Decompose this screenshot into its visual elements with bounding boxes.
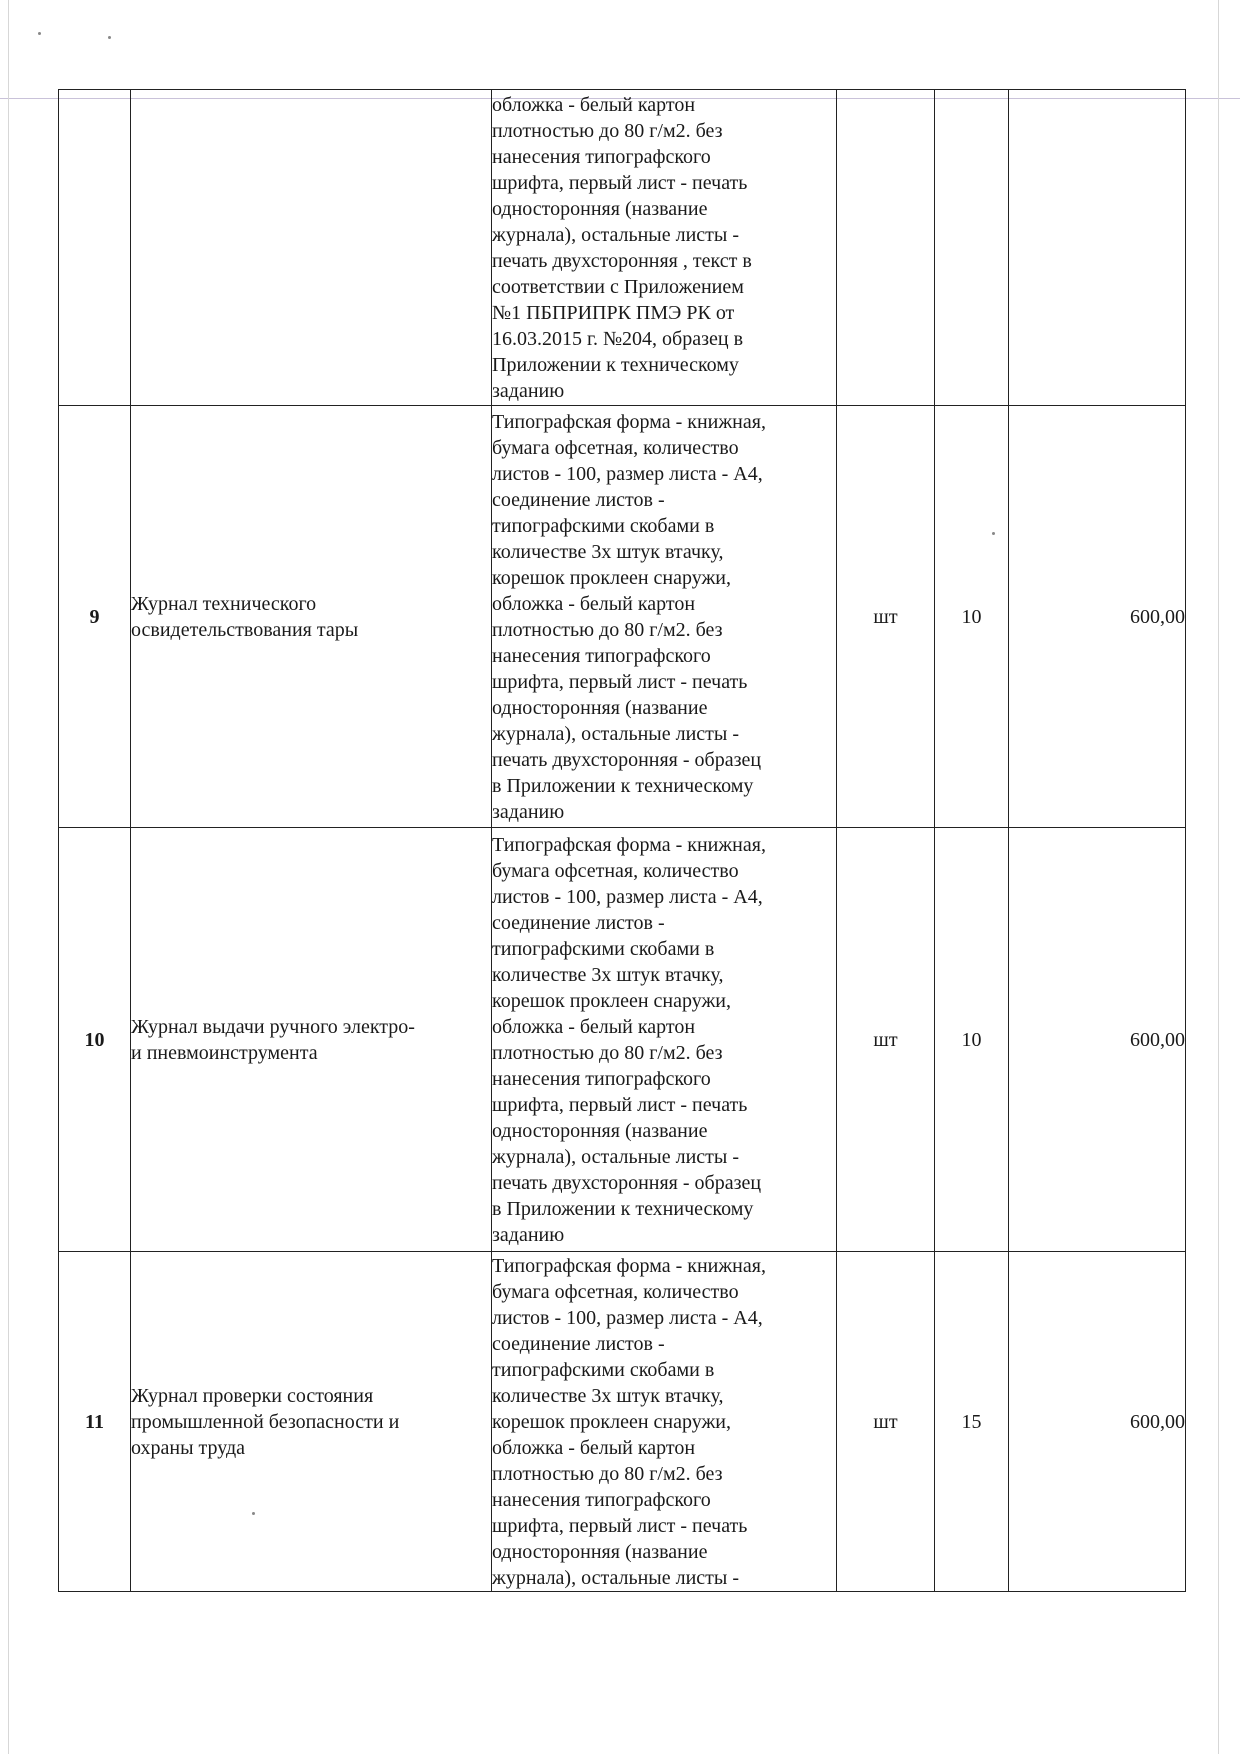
scan-speck [108,36,111,39]
scan-edge-line [1218,0,1219,1754]
row-unit-cell [837,90,935,406]
row-name-text: Журнал технического освидетельствования тары [131,592,359,641]
row-price-cell [1009,90,1186,406]
row-description-cell: обложка - белый картон плотностью до 80 г/м2. без нанесения типографского шрифта, первый лист - печать односторонняя (название журнала), остальные листы - печать двухсторонняя , текст в соответствии с Приложением №1 ПБПРИПРК ПМЭ РК от 16.03.2015 г. №204, образец в Приложении к техническому заданию [492,90,837,406]
row-name-text: Журнал проверки состояния промышленной безопасности и охраны труда [131,1384,400,1459]
row-number-cell: 11 [59,1252,131,1592]
row-number-cell: 10 [59,828,131,1252]
scan-speck [38,32,41,35]
row-number-cell [59,90,131,406]
specification-table [58,89,1186,1592]
table-row [59,828,1186,1252]
scan-edge-line [8,0,9,1754]
row-name-cell [131,406,492,828]
row-name-text: Журнал выдачи ручного электро- и пневмоинструмента [131,1015,415,1064]
table-row [59,406,1186,828]
row-name-cell [131,828,492,1252]
row-price-cell: 600,00 [1009,828,1186,1252]
row-name-cell [131,1252,492,1592]
row-price-cell: 600,00 [1009,1252,1186,1592]
row-number-cell: 9 [59,406,131,828]
row-unit-cell: шт [837,1252,935,1592]
row-unit-cell: шт [837,828,935,1252]
row-quantity-cell [935,90,1009,406]
row-description-cell: Типографская форма - книжная, бумага офсетная, количество листов - 100, размер листа - А4, соединение листов - типографскими скобами в количестве 3х штук втачку, корешок проклеен снаружи, обложка - белый картон плотностью до 80 г/м2. без нанесения типографского шрифта, первый лист - печать односторонняя (название журнала), остальные листы - печать двухсторонняя - образец в Приложении к техническому заданию [492,828,837,1252]
row-description-cell: Типографская форма - книжная, бумага офсетная, количество листов - 100, размер листа - А4, соединение листов - типографскими скобами в количестве 3х штук втачку, корешок проклеен снаружи, обложка - белый картон плотностью до 80 г/м2. без нанесения типографского шрифта, первый лист - печать односторонняя (название журнала), остальные листы - печать двухсторонняя - образец в Приложении к техническому заданию [492,406,837,828]
row-unit-cell: шт [837,406,935,828]
row-description-cell: Типографская форма - книжная, бумага офсетная, количество листов - 100, размер листа - А4, соединение листов - типографскими скобами в количестве 3х штук втачку, корешок проклеен снаружи, обложка - белый картон плотностью до 80 г/м2. без нанесения типографского шрифта, первый лист - печать односторонняя (название журнала), остальные листы - [492,1252,837,1592]
row-quantity-cell: 10 [935,406,1009,828]
row-name-cell [131,90,492,406]
row-price-cell: 600,00 [1009,406,1186,828]
row-quantity-cell: 15 [935,1252,1009,1592]
table-row [59,1252,1186,1592]
row-quantity-cell: 10 [935,828,1009,1252]
table-row-continuation [59,90,1186,406]
